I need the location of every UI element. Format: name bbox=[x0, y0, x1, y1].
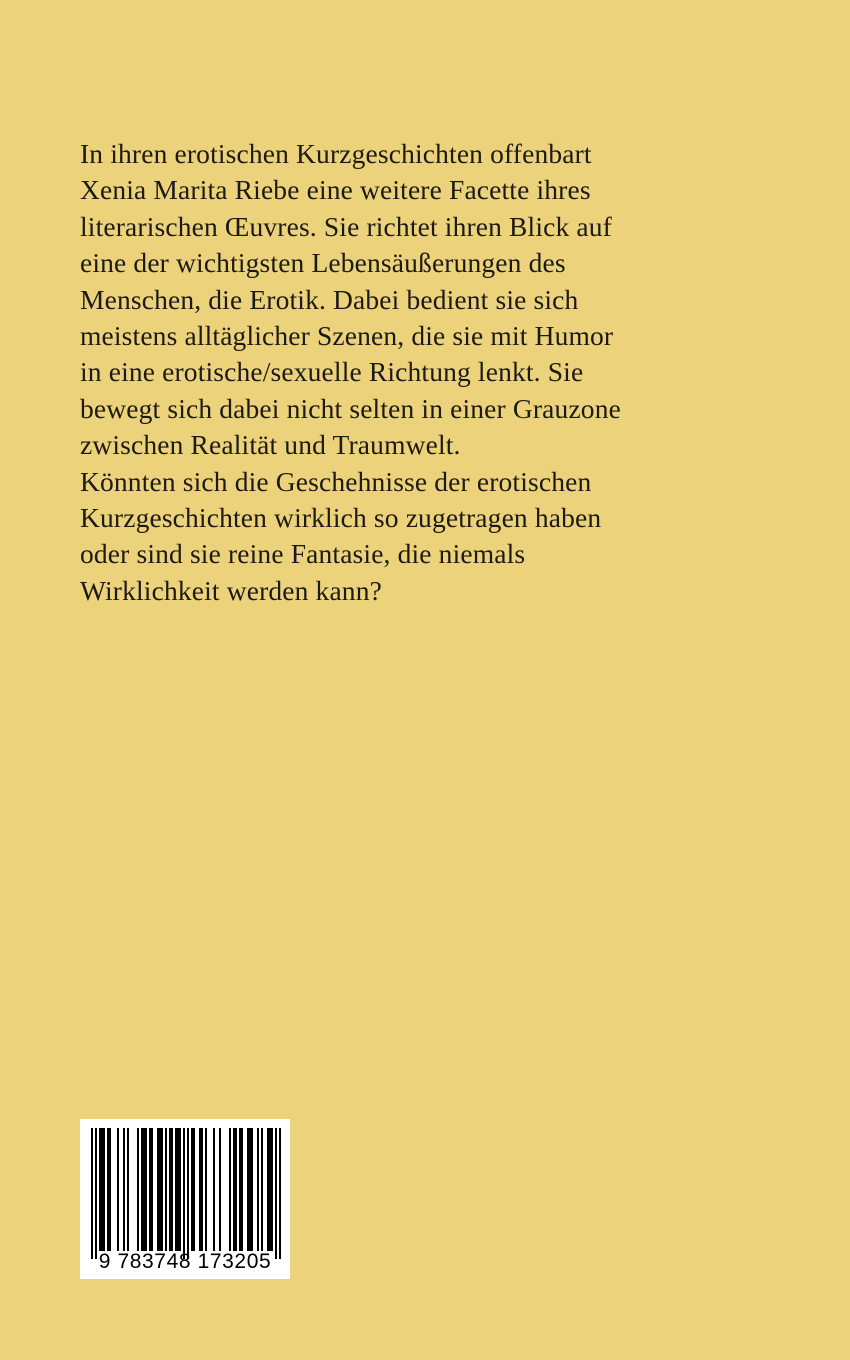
barcode-bar bbox=[183, 1128, 185, 1259]
barcode-bar bbox=[99, 1128, 101, 1251]
blurb-line: oder sind sie reine Fantasie, die niemals bbox=[80, 538, 526, 570]
barcode-bar bbox=[219, 1128, 221, 1251]
barcode-bar bbox=[213, 1128, 215, 1251]
barcode-bar bbox=[205, 1128, 207, 1251]
barcode-bar bbox=[143, 1128, 145, 1251]
blurb-line: Könnten sich die Geschehnisse der erotischen bbox=[80, 465, 592, 497]
barcode-bar bbox=[109, 1128, 111, 1251]
blurb-line: Xenia Marita Riebe eine weitere Facette ihres bbox=[80, 174, 591, 206]
barcode-bar bbox=[235, 1128, 237, 1251]
barcode-bar bbox=[267, 1128, 269, 1251]
blurb-line: meistens alltäglicher Szenen, die sie mit Humor bbox=[80, 320, 614, 352]
barcode-bar bbox=[199, 1128, 201, 1251]
isbn-barcode bbox=[80, 1119, 290, 1279]
barcode-bar bbox=[187, 1128, 189, 1259]
barcode-bar bbox=[103, 1128, 105, 1251]
barcode-bar bbox=[279, 1128, 281, 1259]
barcode-bar bbox=[179, 1128, 181, 1251]
blurb-line: Menschen, die Erotik. Dabei bedient sie sich bbox=[80, 283, 579, 315]
barcode-bar bbox=[177, 1128, 179, 1251]
barcode-bar bbox=[149, 1128, 151, 1251]
blurb-line: in eine erotische/sexuelle Richtung lenkt. Sie bbox=[80, 356, 584, 388]
blurb-line: Wirklichkeit werden kann? bbox=[80, 574, 382, 606]
blurb-line: zwischen Realität und Traumwelt. bbox=[80, 429, 461, 461]
barcode-bar bbox=[145, 1128, 147, 1251]
barcode-bar bbox=[151, 1128, 153, 1251]
isbn-number: 9 783748 173205 bbox=[98, 1250, 272, 1273]
barcode-bar bbox=[229, 1128, 231, 1251]
blurb-line: bewegt sich dabei nicht selten in einer Grauzone bbox=[80, 392, 621, 424]
barcode-bar bbox=[107, 1128, 109, 1251]
barcode-bar bbox=[201, 1128, 203, 1251]
barcode-bar bbox=[159, 1128, 161, 1251]
barcode-bar bbox=[249, 1128, 251, 1251]
barcode-bar bbox=[165, 1128, 167, 1251]
barcode-bar bbox=[171, 1128, 173, 1251]
barcode-bar bbox=[271, 1128, 273, 1251]
barcode-bar bbox=[161, 1128, 163, 1251]
barcode-bar bbox=[275, 1128, 277, 1259]
barcode-bar bbox=[127, 1128, 129, 1251]
blurb-line: eine der wichtigsten Lebensäußerungen des bbox=[80, 247, 566, 279]
barcode-bar bbox=[157, 1128, 159, 1251]
barcode-bar bbox=[257, 1128, 259, 1251]
barcode-bar bbox=[233, 1128, 235, 1251]
barcode-bar bbox=[137, 1128, 139, 1251]
blurb-line: literarischen Œuvres. Sie richtet ihren Blick auf bbox=[80, 210, 612, 242]
barcode-bar bbox=[95, 1128, 97, 1259]
barcode-bar bbox=[193, 1128, 195, 1251]
barcode-bar bbox=[141, 1128, 143, 1251]
barcode-bar bbox=[247, 1128, 249, 1251]
blurb-line: Kurzgeschichten wirklich so zugetragen haben bbox=[80, 502, 602, 534]
barcode-bar bbox=[169, 1128, 171, 1251]
blurb-text bbox=[80, 136, 780, 609]
barcode-bar bbox=[241, 1128, 243, 1251]
barcode-bar bbox=[101, 1128, 103, 1251]
barcode-bar bbox=[251, 1128, 253, 1251]
barcode-bar bbox=[91, 1128, 93, 1259]
blurb-line: In ihren erotischen Kurzgeschichten offenbart bbox=[80, 138, 592, 169]
barcode-bar bbox=[239, 1128, 241, 1251]
barcode-bar bbox=[261, 1128, 263, 1251]
barcode-bar bbox=[269, 1128, 271, 1251]
barcode-bar bbox=[123, 1128, 125, 1251]
barcode-bar bbox=[117, 1128, 119, 1251]
barcode-bar bbox=[175, 1128, 177, 1251]
barcode-bar bbox=[191, 1128, 193, 1251]
